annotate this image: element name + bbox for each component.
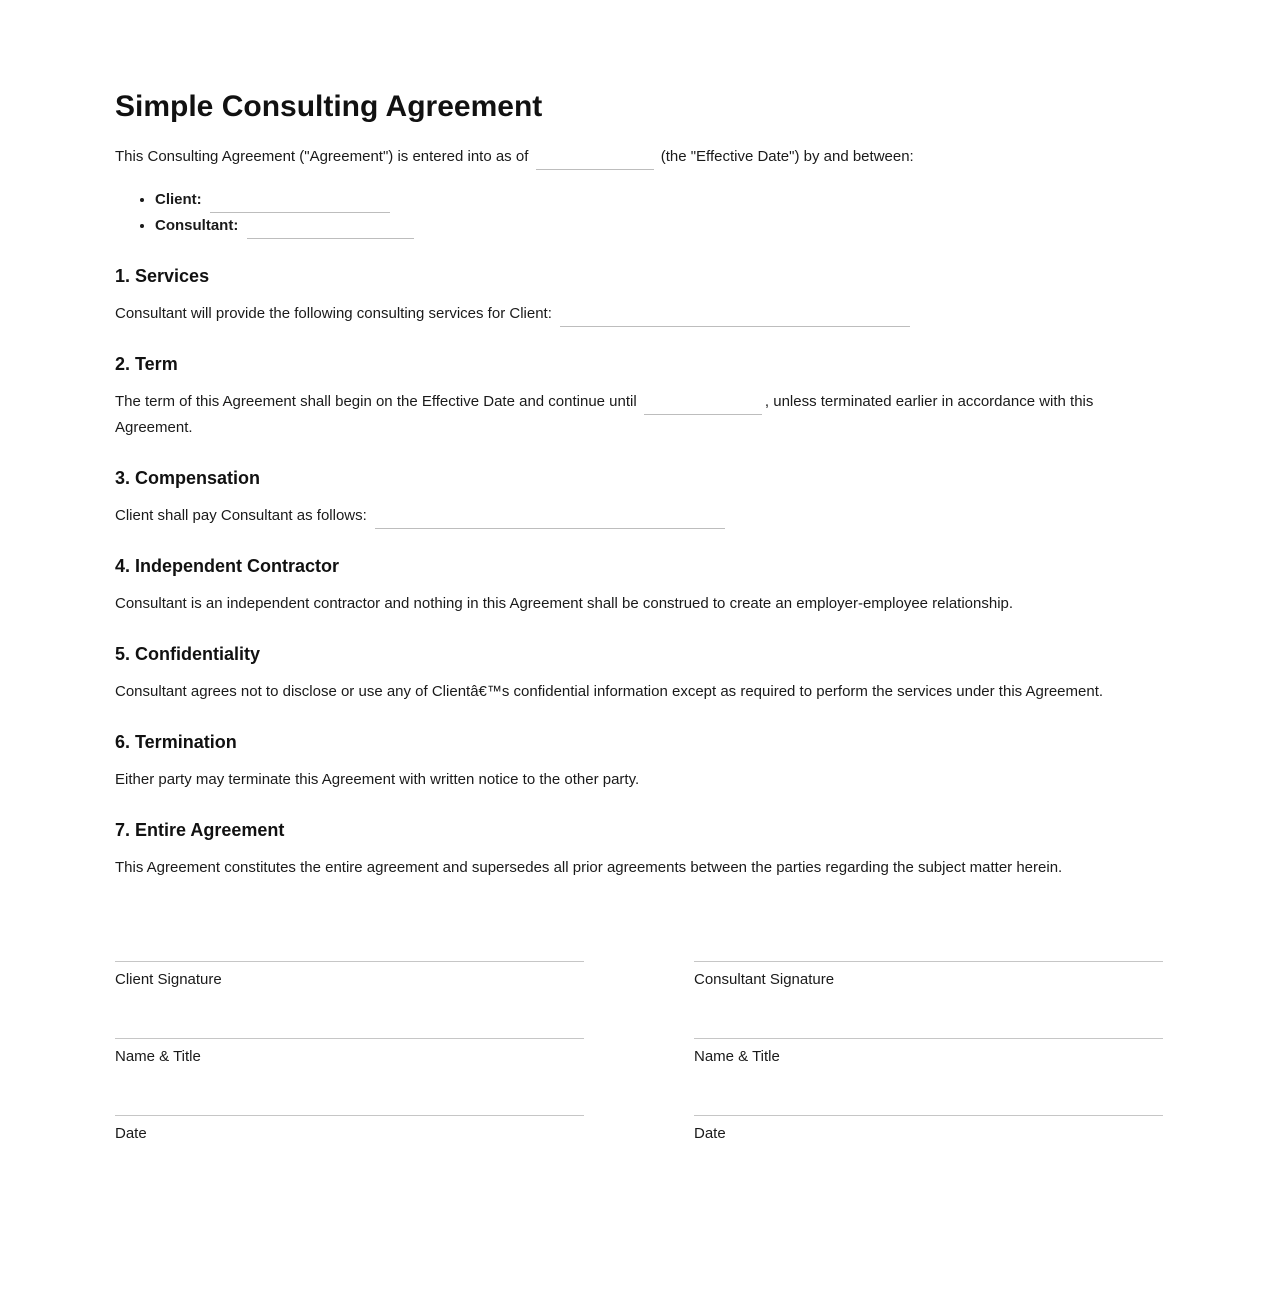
- signature-field-client-date: [115, 1115, 584, 1143]
- section-text-term-after: , unless terminated earlier in accordance with this Agreement.: [115, 393, 1094, 436]
- section-text-services: Consultant will provide the following consulting services for Client:: [115, 305, 552, 322]
- party-label-consultant: Consultant:: [155, 217, 239, 234]
- section-heading-term: 2. Term: [115, 354, 178, 374]
- section-heading-compensation: 3. Compensation: [115, 468, 261, 488]
- signature-field-client-signature: [115, 961, 584, 989]
- section-paragraph-termination: Either party may terminate this Agreement with written notice to the other party.: [115, 771, 640, 788]
- fill-in-blank-compensation: [375, 509, 725, 529]
- intro-paragraph: [115, 144, 1163, 170]
- document-page: [115, 0, 1163, 1192]
- section-paragraph-confidentiality: Consultant agrees not to disclose or use any of Clientâ€™s confidential information except as required to perform the services under this Agreement.: [115, 683, 1104, 700]
- section-paragraph-services: [115, 301, 1163, 327]
- signature-label-consultant-name-title: Name & Title: [694, 1048, 780, 1065]
- fill-in-blank-effective-date: [536, 150, 654, 170]
- signature-column-consultant: [694, 961, 1163, 1192]
- fill-in-blank-consultant-name: [247, 219, 414, 239]
- signature-field-consultant-signature: [694, 961, 1163, 989]
- signature-field-client-name-title: [115, 1038, 584, 1066]
- section-paragraph-independent-contractor: Consultant is an independent contractor and nothing in this Agreement shall be construed to create an employer-employee relationship.: [115, 595, 1014, 612]
- signature-field-consultant-date: [694, 1115, 1163, 1143]
- signature-section: [115, 961, 1163, 1192]
- signature-label-client-date: Date: [115, 1125, 147, 1142]
- section-paragraph-compensation: [115, 503, 1163, 529]
- party-label-client: Client:: [155, 191, 202, 208]
- section-heading-entire-agreement: 7. Entire Agreement: [115, 820, 285, 840]
- signature-label-consultant-date: Date: [694, 1125, 726, 1142]
- section-heading-services: 1. Services: [115, 266, 210, 286]
- signature-field-consultant-name-title: [694, 1038, 1163, 1066]
- intro-text-before: This Consulting Agreement ("Agreement") is entered into as of: [115, 148, 529, 165]
- intro-text-after: (the "Effective Date") by and between:: [660, 148, 914, 165]
- section-heading-confidentiality: 5. Confidentiality: [115, 644, 261, 664]
- section-heading-independent-contractor: 4. Independent Contractor: [115, 556, 340, 576]
- party-item-client: [155, 187, 1163, 213]
- party-item-consultant: [155, 213, 1163, 239]
- section-text-compensation: Client shall pay Consultant as follows:: [115, 507, 367, 524]
- signature-label-consultant-signature: Consultant Signature: [694, 971, 835, 988]
- document-title: Simple Consulting Agreement: [115, 90, 543, 123]
- parties-list: [115, 187, 1163, 239]
- section-text-term-before: The term of this Agreement shall begin on the Effective Date and continue until: [115, 393, 637, 410]
- fill-in-blank-services: [560, 307, 910, 327]
- signature-column-client: [115, 961, 584, 1192]
- section-heading-termination: 6. Termination: [115, 732, 237, 752]
- fill-in-blank-client-name: [210, 193, 390, 213]
- section-paragraph-entire-agreement: This Agreement constitutes the entire agreement and supersedes all prior agreements between the parties regarding the subject matter herein.: [115, 859, 1063, 876]
- fill-in-blank-term-end-date: [644, 395, 762, 415]
- signature-label-client-signature: Client Signature: [115, 971, 222, 988]
- section-paragraph-term: [115, 389, 1163, 441]
- signature-label-client-name-title: Name & Title: [115, 1048, 201, 1065]
